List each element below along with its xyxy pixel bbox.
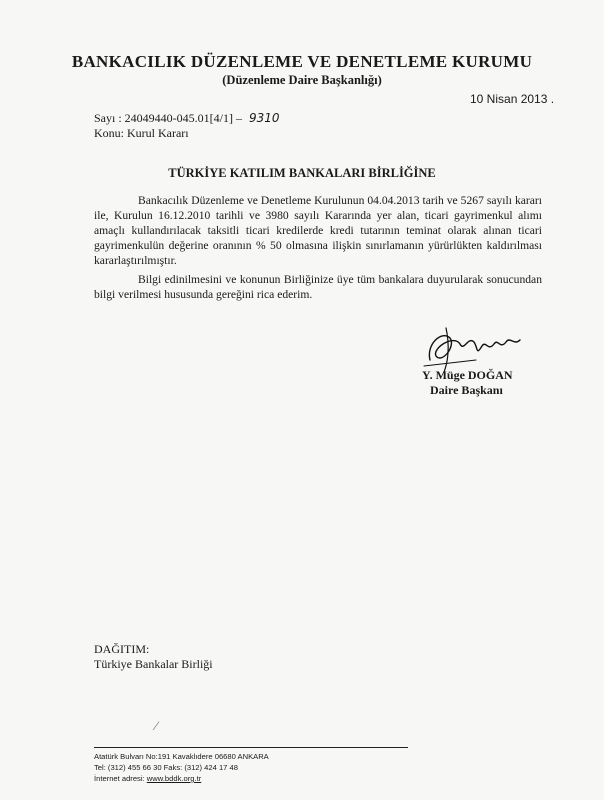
recipient-heading: TÜRKİYE KATILIM BANKALARI BİRLİĞİNE <box>168 166 436 180</box>
distribution-item: Türkiye Bankalar Birliği <box>94 657 213 671</box>
body-paragraph-2: Bilgi edinilmesini ve konunun Birliğinize üye tüm bankalara duyurularak sonucundan bilgi verilmesi hususunda gereğini rica ederim. <box>94 273 542 301</box>
reference-number <box>94 111 280 126</box>
distribution-label: DAĞITIM: <box>94 642 150 656</box>
subject-line <box>94 126 189 141</box>
handwritten-signature <box>416 316 536 376</box>
konu-value: Kurul Kararı <box>127 126 189 140</box>
sayi-handwritten-number: 9310 <box>249 111 280 125</box>
footer-web <box>94 774 201 783</box>
footer-divider <box>94 747 408 748</box>
department-subtitle: (Düzenleme Daire Başkanlığı) <box>222 73 382 87</box>
stray-pen-mark: ⁄ <box>155 718 158 733</box>
signer-name: Y. Müge DOĞAN <box>422 368 513 382</box>
letter-date: 10 Nisan 2013 . <box>470 92 555 106</box>
footer-web-link[interactable]: www.bddk.org.tr <box>146 774 202 783</box>
sayi-value: 24049440-045.01[4/1] – <box>124 111 242 125</box>
footer-address: Atatürk Bulvarı No:191 Kavaklıdere 06680 ANKARA <box>94 752 269 761</box>
footer-phone: Tel: (312) 455 66 30 Faks: (312) 424 17 48 <box>94 763 238 772</box>
konu-label: Konu: <box>94 126 124 140</box>
footer-web-label: İnternet adresi: <box>94 774 145 783</box>
sayi-label: Sayı : <box>94 111 122 125</box>
signer-title: Daire Başkanı <box>430 383 503 397</box>
body-paragraph-1: Bankacılık Düzenleme ve Denetleme Kurulunun 04.04.2013 tarih ve 5267 sayılı kararı ile, Kurulun 16.12.2010 tarihli ve 3980 sayılı Kararında yer alan, ticari gayrimenkul alımı amaçlı kullandırılacak taksitli ticari kredilerde kredi tutarının teminat olarak alınan ticari gayrimenkulün değerine oranının % 50 olmasına ilişkin sınırlamanın yürürlükten kaldırılması kararlaştırılmıştır. <box>94 194 542 267</box>
organization-title: BANKACILIK DÜZENLEME VE DENETLEME KURUMU <box>71 52 533 71</box>
